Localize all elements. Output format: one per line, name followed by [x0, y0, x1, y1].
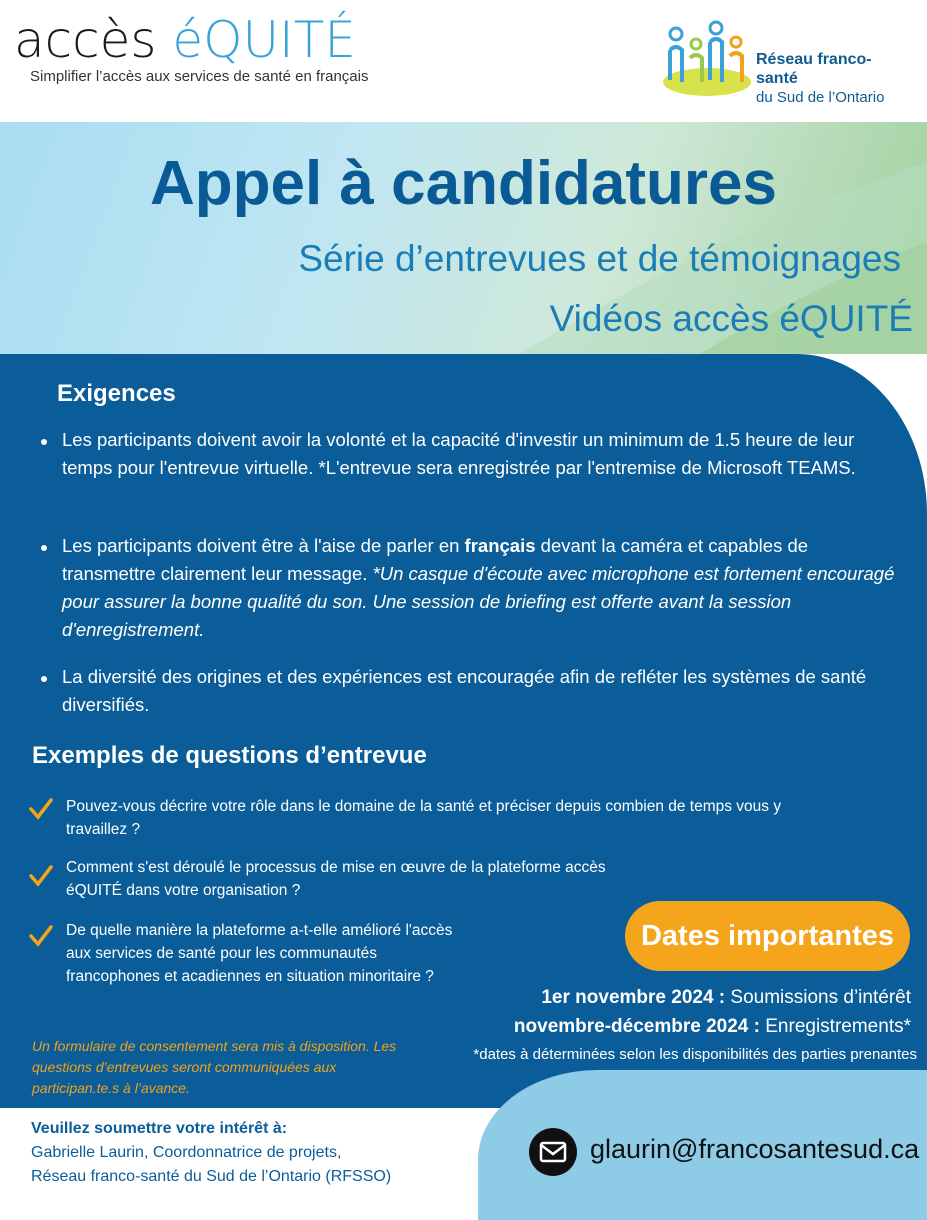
date-1-text: Soumissions d’intérêt — [725, 987, 911, 1008]
header — [0, 0, 927, 122]
date-2-text: Enregistrements* — [759, 1016, 911, 1037]
date-line-2 — [514, 1016, 911, 1038]
requirement-text: Les participants doivent être à l'aise de parler en — [62, 535, 465, 556]
page-title: Appel à candidatures — [149, 149, 778, 218]
checkmark-icon — [28, 797, 54, 821]
main-content-panel — [0, 354, 927, 1108]
people-group-icon — [662, 20, 752, 100]
consent-note: Un formulaire de consentement sera mis à disposition. Les questions d’entrevues seront communiquées aux participan.te.s à l’avance. — [32, 1038, 397, 1096]
page-subtitle-1: Série d’entrevues et de témoignages — [298, 238, 901, 279]
logo-tagline: Simplifier l’accès aux services de santé en français — [30, 68, 369, 85]
question-item: Pouvez-vous décrire votre rôle dans le domaine de la santé et préciser depuis combien de temps vous y travaillez ? — [66, 798, 782, 838]
partner-name-line1: Réseau franco-santé — [756, 51, 872, 87]
partner-name — [756, 50, 912, 107]
logo-equite-text: éQUITÉ — [172, 11, 356, 69]
bullet-icon — [41, 676, 47, 682]
checkmark-icon — [28, 864, 54, 888]
question-item: De quelle manière la plateforme a-t-elle amélioré l'accès aux services de santé pour les communautés francophones et acadiennes en situation minoritaire ? — [66, 922, 453, 985]
requirement-item — [62, 532, 902, 644]
date-1-label: 1er novembre 2024 : — [541, 987, 726, 1008]
submit-heading: Veuillez soumettre votre intérêt à: — [31, 1120, 288, 1137]
dates-note: *dates à déterminées selon les disponibilités des parties prenantes — [473, 1046, 917, 1063]
dates-badge: Dates importantes — [625, 901, 910, 971]
title-banner — [0, 122, 927, 354]
date-line-1 — [541, 987, 911, 1009]
requirement-text: La diversité des origines et des expériences est encouragée afin de refléter les systèmes de santé diversifiés. — [62, 666, 867, 715]
page-subtitle-2: Vidéos accès éQUITÉ — [549, 298, 913, 339]
requirements-heading: Exigences — [57, 380, 176, 407]
checkmark-icon — [28, 924, 54, 948]
requirement-item — [62, 663, 902, 719]
mail-icon — [529, 1128, 577, 1176]
logo-acces-text: accès — [14, 11, 157, 69]
logo-wordmark — [14, 11, 368, 69]
requirement-text: devant la caméra et capables de transmettre clairement leur message. — [62, 535, 809, 584]
date-2-label: novembre-décembre 2024 : — [513, 1016, 760, 1037]
questions-heading: Exemples de questions d’entrevue — [32, 742, 427, 769]
requirement-bold-text: français — [464, 535, 536, 556]
acces-equite-logo — [14, 11, 369, 85]
contact-organization: Réseau franco-santé du Sud de l’Ontario (RFSSO) — [31, 1168, 392, 1185]
bullet-icon — [41, 439, 47, 445]
requirement-item — [62, 426, 902, 482]
contact-email-link[interactable]: glaurin@francosantesud.ca — [590, 1134, 920, 1164]
requirement-text: Les participants doivent avoir la volonté et la capacité d'investir un minimum de 1.5 heure de leur temps pour l'entrevue virtuelle. *L'entrevue sera enregistrée par l'entremise de Microsoft TEAMS. — [62, 429, 856, 478]
partner-logo — [662, 20, 912, 106]
question-item: Comment s'est déroulé le processus de mise en œuvre de la plateforme accès éQUITÉ dans votre organisation ? — [66, 859, 606, 899]
partner-name-line2: du Sud de l’Ontario — [756, 89, 885, 106]
requirement-italic-note: *Un casque d'écoute avec microphone est fortement encouragé pour assurer la bonne qualité du son. Une session de briefing est offerte avant la session d'enregistrement. — [62, 563, 895, 640]
bullet-icon — [41, 545, 47, 551]
contact-name: Gabrielle Laurin, Coordonnatrice de projets, — [31, 1144, 342, 1161]
